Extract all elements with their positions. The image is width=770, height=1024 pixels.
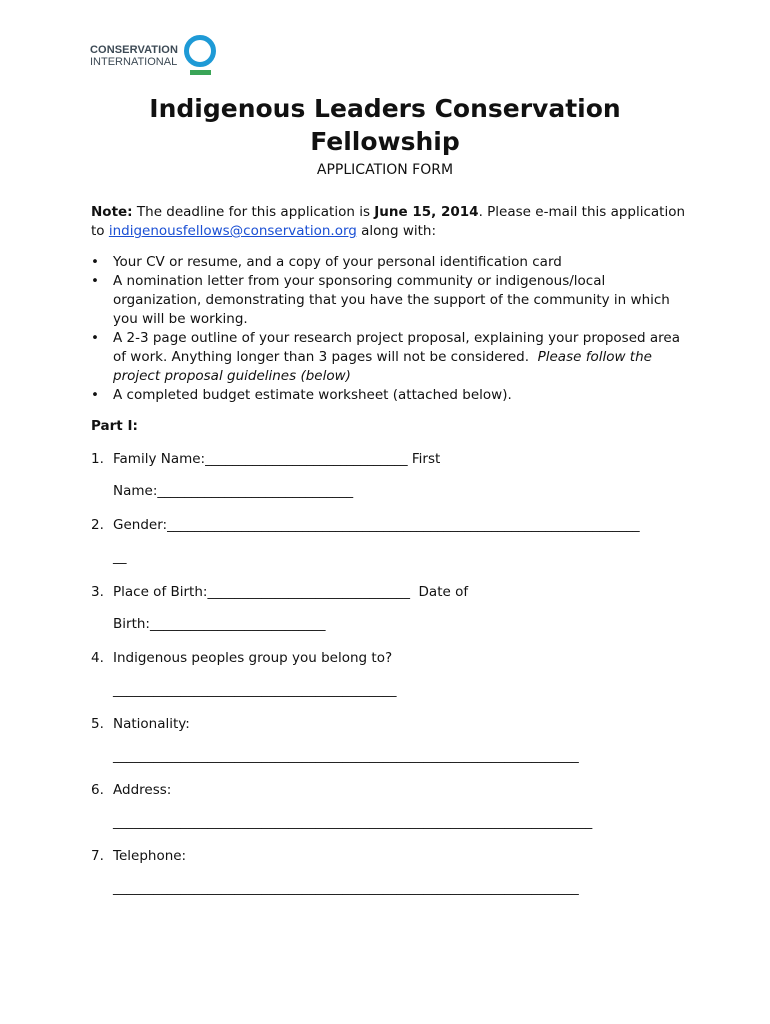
- place-of-birth-field[interactable]: ______________________________: [207, 584, 410, 600]
- deadline-date: June 15, 2014: [374, 204, 479, 220]
- address-field[interactable]: _______________________________________________________________________: [113, 814, 593, 830]
- requirement-text: Your CV or resume, and a copy of your personal identification card: [113, 254, 562, 270]
- question-address: [91, 781, 171, 800]
- list-item: [91, 253, 691, 272]
- telephone-field[interactable]: _____________________________________________________________________: [113, 880, 579, 896]
- list-item: [91, 272, 691, 329]
- title-line-2: Fellowship: [310, 127, 460, 156]
- first-name-field[interactable]: _____________________________: [157, 483, 354, 499]
- question-number: 2.: [91, 517, 104, 533]
- question-label: Address:: [113, 782, 172, 798]
- bullet-icon: •: [91, 273, 99, 289]
- question-label: Name:: [113, 483, 158, 499]
- note-label: Note:: [91, 204, 133, 220]
- question-place-of-birth: [91, 583, 468, 602]
- nationality-field[interactable]: _____________________________________________________________________: [113, 748, 579, 764]
- note-paragraph: [91, 203, 691, 241]
- gender-field-continuation[interactable]: __: [113, 549, 127, 565]
- document-subtitle: APPLICATION FORM: [316, 162, 454, 178]
- question-number: 5.: [91, 716, 104, 732]
- question-nationality: [91, 715, 190, 734]
- question-label: Date of: [409, 584, 469, 600]
- logo-bar-icon: [190, 70, 211, 75]
- bullet-icon: •: [91, 330, 99, 346]
- list-item: [91, 386, 691, 405]
- gender-field[interactable]: ______________________________________________________________________: [167, 517, 640, 533]
- note-text-3: along with:: [356, 223, 437, 239]
- question-label: Gender:: [113, 517, 168, 533]
- question-first-name: [113, 483, 353, 499]
- logo-text-conservation: CONSERVATION: [90, 44, 178, 56]
- requirement-text: A 2-3 page outline of your research project proposal, explaining your proposed area of work. Anything longer than 3 pages will not be considered.: [113, 330, 680, 365]
- question-label: Birth:: [113, 616, 150, 632]
- question-date-of-birth: [113, 616, 325, 632]
- question-label: Nationality:: [113, 716, 190, 732]
- note-text-1: The deadline for this application is: [132, 204, 375, 220]
- question-number: 1.: [91, 451, 104, 467]
- question-label: Family Name:: [113, 451, 206, 467]
- title-line-1: Indigenous Leaders Conservation: [149, 94, 621, 123]
- question-label: First: [407, 451, 441, 467]
- list-item: [91, 329, 691, 386]
- indigenous-group-field[interactable]: __________________________________________: [113, 682, 397, 698]
- question-number: 3.: [91, 584, 104, 600]
- document-title: [0, 92, 770, 158]
- question-number: 7.: [91, 848, 104, 864]
- requirement-text: A nomination letter from your sponsoring community or indigenous/local organization, demonstrating that you have the support of the community in which you will be working.: [113, 273, 670, 327]
- bullet-icon: •: [91, 254, 99, 270]
- question-telephone: [91, 847, 186, 866]
- part-heading: Part I:: [91, 418, 138, 434]
- logo-ring-icon: [184, 35, 216, 67]
- question-family-name: [91, 450, 440, 469]
- question-gender: [91, 516, 640, 535]
- requirements-list: [91, 253, 691, 405]
- proposal-guidelines-note: Please follow the project proposal guidelines (below): [113, 349, 652, 384]
- email-link[interactable]: indigenousfellows@conservation.org: [108, 223, 357, 239]
- question-number: 4.: [91, 650, 104, 666]
- note-text-2: . Please e-mail this application to: [91, 204, 686, 239]
- question-indigenous-group: [91, 649, 392, 668]
- requirement-text: A completed budget estimate worksheet (attached below).: [113, 387, 512, 403]
- date-of-birth-field[interactable]: __________________________: [149, 616, 326, 632]
- question-label: Telephone:: [113, 848, 187, 864]
- question-label: Place of Birth:: [113, 584, 208, 600]
- bullet-icon: •: [91, 387, 99, 403]
- family-name-field[interactable]: ______________________________: [205, 451, 408, 467]
- question-number: 6.: [91, 782, 104, 798]
- question-label: Indigenous peoples group you belong to?: [113, 650, 393, 666]
- logo-text-international: INTERNATIONAL: [90, 56, 178, 68]
